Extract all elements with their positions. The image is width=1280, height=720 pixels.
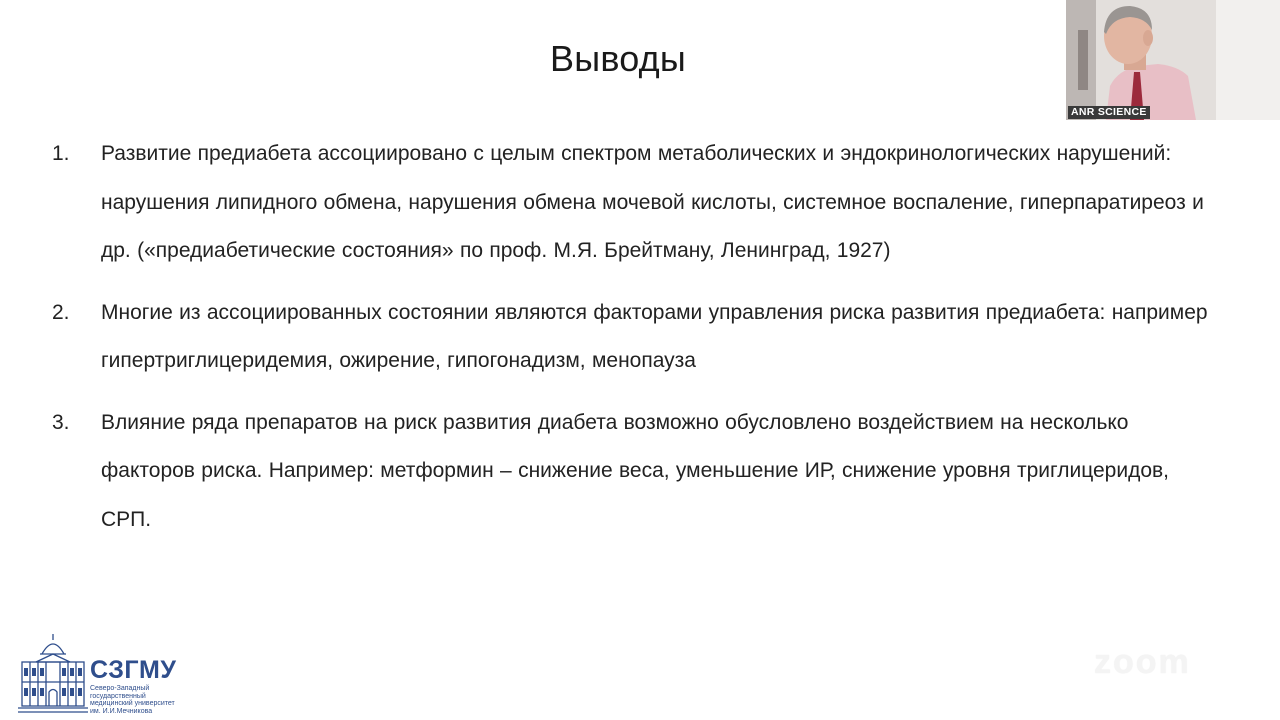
university-name-line: Северо-Западный <box>90 685 150 692</box>
list-item-number: 2. <box>52 300 70 324</box>
list-item-number: 1. <box>52 142 70 165</box>
university-abbreviation: СЗГМУ <box>90 656 177 684</box>
university-full-name <box>90 685 220 715</box>
list-item-text: Многие из ассоциированных состоянии являются факторами управления риска развития предиабета: например гипертриглицеридемия, ожирение, гипогонадизм, менопауза <box>101 300 1208 372</box>
speaker-video-thumbnail[interactable] <box>1066 0 1280 120</box>
speaker-video-frame <box>1066 0 1280 120</box>
list-item-text: Развитие предиабета ассоциировано с целым спектром метаболических и эндокринологических нарушений: нарушения липидного обмена, нарушения обмена мочевой кислоты, системное воспаление, гиперпаратиреоз и др. («предиабетические состояния» по проф. М.Я. Брейтману, Ленинград, 1927) <box>101 142 1204 262</box>
university-name-line: государственный <box>90 692 146 700</box>
list-item-number: 3. <box>52 410 70 434</box>
university-building-icon <box>18 632 88 716</box>
conclusions-list <box>52 130 1222 557</box>
zoom-watermark: zoom <box>1094 643 1191 681</box>
list-item-text: Влияние ряда препаратов на риск развития диабета возможно обусловлено воздействием на несколько факторов риска. Например: метформин – снижение веса, уменьшение ИР, снижение уровня триглицеридов, СРП. <box>101 410 1169 531</box>
video-source-label: ANR SCIENCE <box>1068 106 1150 119</box>
university-name-line: медицинский университет <box>90 700 175 707</box>
slide-title: Выводы <box>550 38 686 79</box>
university-logo <box>18 632 218 716</box>
list-item <box>52 399 1222 545</box>
list-item <box>52 289 1222 386</box>
university-name-line: им. И.И.Мечникова <box>90 707 153 715</box>
list-item <box>52 130 1222 276</box>
